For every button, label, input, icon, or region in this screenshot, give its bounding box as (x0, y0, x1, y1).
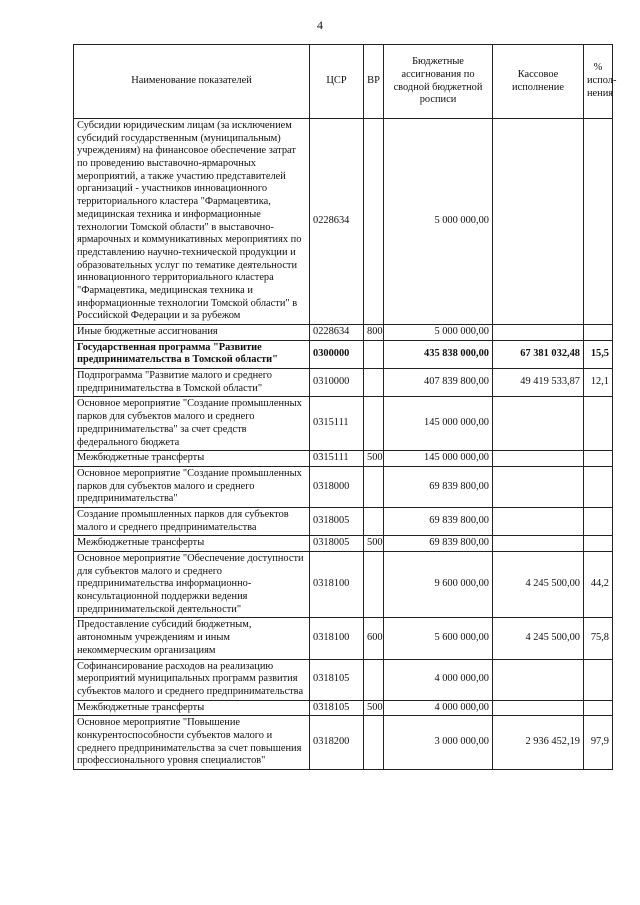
row-kass: 67 381 032,48 (493, 340, 584, 368)
row-pct: 15,5 (584, 340, 613, 368)
row-kass (493, 536, 584, 552)
row-budget: 407 839 800,00 (384, 369, 493, 397)
row-vr (364, 119, 384, 325)
row-pct: 75,8 (584, 618, 613, 659)
table-row (74, 451, 613, 467)
row-vr: 500 (364, 700, 384, 716)
row-pct (584, 119, 613, 325)
row-csr: 0315111 (310, 451, 364, 467)
row-budget: 5 600 000,00 (384, 618, 493, 659)
row-pct (584, 536, 613, 552)
table-row (74, 397, 613, 451)
row-budget: 5 000 000,00 (384, 119, 493, 325)
row-name: Иные бюджетные ассигнования (74, 325, 310, 341)
row-vr (364, 397, 384, 451)
row-vr: 500 (364, 536, 384, 552)
row-name: Предоставление субсидий бюджетным, автономным учреждениям и иным некоммерческим организациям (74, 618, 310, 659)
row-vr (364, 340, 384, 368)
row-csr: 0315111 (310, 397, 364, 451)
row-name: Субсидии юридическим лицам (за исключением субсидий государственным (муниципальным) учреждениям) на финансовое обеспечение затрат по проведению выставочно-ярмарочных мероприятий, а также участию представителей организаций - участников инновационного территориального кластера "Фармацевтика, медицинская техника и информационные технологии Томской области" в выставочно-ярмарочных и коммуникативных мероприятиях по представлению научно-технической продукции и образовательных услуг по тематике деятельности инновационного территориального кластера "Фармацевтика, медицинская техника и информационные технологии Томской области" в Российской Федерации и за рубежом (74, 119, 310, 325)
row-pct: 97,9 (584, 716, 613, 770)
table-row (74, 716, 613, 770)
row-budget: 69 839 800,00 (384, 507, 493, 535)
header-name: Наименование показателей (74, 45, 310, 119)
row-name: Основное мероприятие "Создание промышленных парков для субъектов малого и среднего предпринимательства" за счет средств федерального бюджета (74, 397, 310, 451)
row-vr: 600 (364, 618, 384, 659)
row-pct (584, 507, 613, 535)
row-vr (364, 369, 384, 397)
row-kass (493, 325, 584, 341)
row-kass (493, 397, 584, 451)
table-row (74, 119, 613, 325)
row-name: Софинансирование расходов на реализацию мероприятий муниципальных программ развития субъектов малого и среднего предпринимательства (74, 659, 310, 700)
row-pct (584, 325, 613, 341)
row-name: Межбюджетные трансферты (74, 451, 310, 467)
row-budget: 5 000 000,00 (384, 325, 493, 341)
row-pct (584, 700, 613, 716)
table-row (74, 466, 613, 507)
row-pct: 44,2 (584, 552, 613, 618)
table-row (74, 659, 613, 700)
row-kass (493, 466, 584, 507)
header-kass: Кассовое исполнение (493, 45, 584, 119)
row-vr: 800 (364, 325, 384, 341)
table-row (74, 369, 613, 397)
row-vr (364, 659, 384, 700)
row-csr: 0318000 (310, 466, 364, 507)
row-pct (584, 466, 613, 507)
table-row (74, 340, 613, 368)
row-pct: 12,1 (584, 369, 613, 397)
row-name: Подпрограмма "Развитие малого и среднего предпринимательства в Томской области" (74, 369, 310, 397)
row-budget: 69 839 800,00 (384, 536, 493, 552)
row-csr: 0228634 (310, 325, 364, 341)
row-name: Государственная программа "Развитие предпринимательства в Томской области" (74, 340, 310, 368)
row-pct (584, 659, 613, 700)
header-budget: Бюджетные ассигнования по сводной бюджетной росписи (384, 45, 493, 119)
row-vr (364, 716, 384, 770)
table-body (74, 119, 613, 770)
row-csr: 0318105 (310, 659, 364, 700)
page-number: 4 (317, 18, 323, 32)
table-row (74, 325, 613, 341)
row-budget: 435 838 000,00 (384, 340, 493, 368)
row-name: Межбюджетные трансферты (74, 536, 310, 552)
budget-table (73, 44, 617, 770)
table-row (74, 507, 613, 535)
row-budget: 3 000 000,00 (384, 716, 493, 770)
row-name: Создание промышленных парков для субъектов малого и среднего предпринимательства (74, 507, 310, 535)
table-row (74, 552, 613, 618)
row-csr: 0318100 (310, 552, 364, 618)
table-header-row (74, 45, 613, 119)
row-vr (364, 507, 384, 535)
table-row (74, 618, 613, 659)
row-name: Основное мероприятие "Создание промышленных парков для субъектов малого и среднего предпринимательства" (74, 466, 310, 507)
row-budget: 145 000 000,00 (384, 451, 493, 467)
row-budget: 145 000 000,00 (384, 397, 493, 451)
row-csr: 0318005 (310, 507, 364, 535)
header-pct: % испол-нения (584, 45, 613, 119)
header-vr: ВР (364, 45, 384, 119)
header-csr: ЦСР (310, 45, 364, 119)
row-vr (364, 466, 384, 507)
row-name: Межбюджетные трансферты (74, 700, 310, 716)
row-csr: 0318100 (310, 618, 364, 659)
row-budget: 4 000 000,00 (384, 659, 493, 700)
row-kass: 2 936 452,19 (493, 716, 584, 770)
row-budget: 9 600 000,00 (384, 552, 493, 618)
row-csr: 0300000 (310, 340, 364, 368)
row-kass (493, 700, 584, 716)
row-budget: 69 839 800,00 (384, 466, 493, 507)
row-name: Основное мероприятие "Обеспечение доступности для субъектов малого и среднего предпринимательства информационно-консультационной поддержки ведения предпринимательской деятельности" (74, 552, 310, 618)
row-kass (493, 119, 584, 325)
row-csr: 0318005 (310, 536, 364, 552)
row-csr: 0228634 (310, 119, 364, 325)
row-vr (364, 552, 384, 618)
row-kass: 49 419 533,87 (493, 369, 584, 397)
row-budget: 4 000 000,00 (384, 700, 493, 716)
row-kass: 4 245 500,00 (493, 618, 584, 659)
row-pct (584, 451, 613, 467)
row-name: Основное мероприятие "Повышение конкурентоспособности субъектов малого и среднего предпринимательства за счет повышения профессионального уровня специалистов" (74, 716, 310, 770)
row-pct (584, 397, 613, 451)
row-csr: 0318105 (310, 700, 364, 716)
row-kass (493, 659, 584, 700)
row-csr: 0310000 (310, 369, 364, 397)
row-kass: 4 245 500,00 (493, 552, 584, 618)
row-kass (493, 451, 584, 467)
table-row (74, 536, 613, 552)
row-kass (493, 507, 584, 535)
table-row (74, 700, 613, 716)
row-vr: 500 (364, 451, 384, 467)
row-csr: 0318200 (310, 716, 364, 770)
